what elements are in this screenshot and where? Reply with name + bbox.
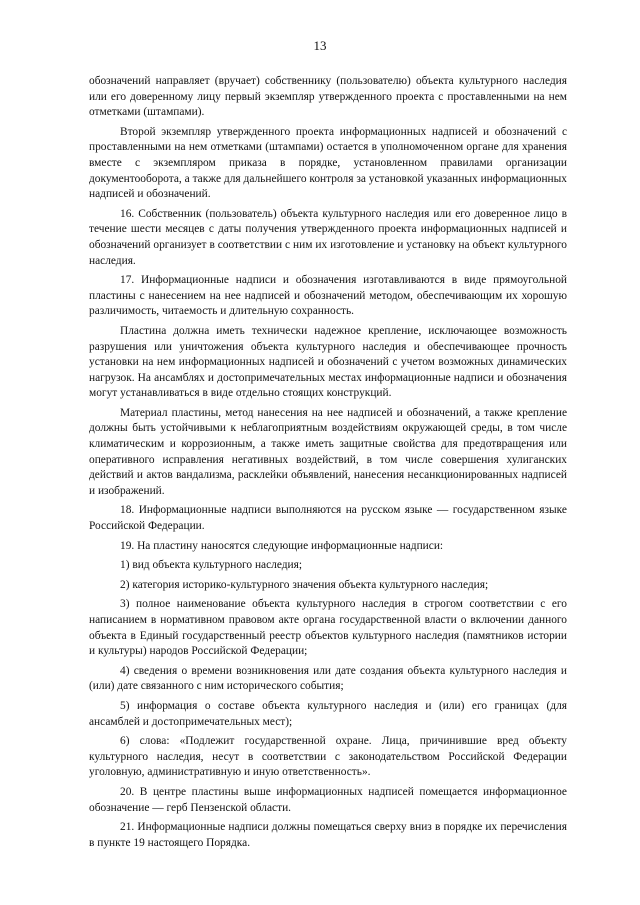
paragraph-item-16: 16. Собственник (пользователь) объекта культурного наследия или его доверенное лицо в течение шести месяцев с даты получения утвержденного проекта информационных надписей и обозначений организует в соответствии с ним их изготовление и установку на объект культурного наследия. [89,207,567,267]
list-item-6: 6) слова: «Подлежит государственной охране. Лица, причинившие вред объекту культурного наследия, несут в соответствии с законодательством Российской Федерации уголовную, административную и иную ответственность». [89,735,567,779]
paragraph-item-17: 17. Информационные надписи и обозначения изготавливаются в виде прямоугольной пластины с нанесением на нее надписей и обозначений методом, обеспечивающим их хорошую различимость, читаемость и длительную сохранность. [89,274,567,318]
list-item-4: 4) сведения о времени возникновения или дате создания объекта культурного наследия и (или) дате связанного с ним исторического события; [89,664,567,693]
list-item-3: 3) полное наименование объекта культурного наследия в строгом соответствии с его написанием в нормативном правовом акте органа государственной власти о включении данного объекта в Единый государственный реестр объектов культурного наследия (памятников истории и культуры) народов Российской Федерации; [89,598,567,658]
paragraph-plate-mounting: Пластина должна иметь технически надежное крепление, исключающее возможность разрушения или уничтожения объекта культурного наследия и обеспечивающее прочность установки на нем информационных надписей и обозначений с учетом возможных динамических нагрузок. На ансамблях и достопримечательных местах информационные надписи и обозначения могут устанавливаться в виде отдельно стоящих конструкций. [89,324,567,400]
list-item-1: 1) вид объекта культурного наследия; [120,559,303,572]
paragraph-item-21: 21. Информационные надписи должны помещаться сверху вниз в порядке их перечисления в пункте 19 настоящего Порядка. [89,821,567,849]
list-item-2: 2) категория историко-культурного значения объекта культурного наследия; [120,578,489,591]
document-body [89,74,567,855]
list-item-5: 5) информация о составе объекта культурного наследия и (или) его границах (для ансамблей и достопримечательных мест); [89,699,567,728]
paragraph-item-20: 20. В центре пластины выше информационных надписей помещается информационное обозначение — герб Пензенской области. [89,785,567,814]
page-number: 13 [313,38,327,53]
paragraph-continuation: обозначений направляет (вручает) собственнику (пользователю) объекта культурного наследия или его доверенному лицу первый экземпляр утвержденного проекта с проставленными на нем отметками (штампами). [89,75,567,119]
paragraph-plate-material: Материал пластины, метод нанесения на нее надписей и обозначений, а также крепление должны быть устойчивыми к неблагоприятным воздействиям окружающей среды, в том числе климатическим и коррозионным, а также иметь защитные свойства для предотвращения или оперативного исправления негативных воздействий, в том числе совершения хулиганских действий и актов вандализма, расклейки объявлений, нанесения несанкционированных надписей и изображений. [89,406,567,497]
paragraph-item-18: 18. Информационные надписи выполняются на русском языке — государственном языке Российской Федерации. [89,504,567,533]
paragraph-item-19: 19. На пластину наносятся следующие информационные надписи: [120,539,444,552]
paragraph-second-copy: Второй экземпляр утвержденного проекта информационных надписей и обозначений с проставленными на нем отметками (штампами) остается в уполномоченном органе для хранения вместе с экземпляром приказа в порядке, установленном правилами организации документооборота, а также для дальнейшего контроля за установкой указанных информационных надписей и обозначений. [89,125,567,201]
